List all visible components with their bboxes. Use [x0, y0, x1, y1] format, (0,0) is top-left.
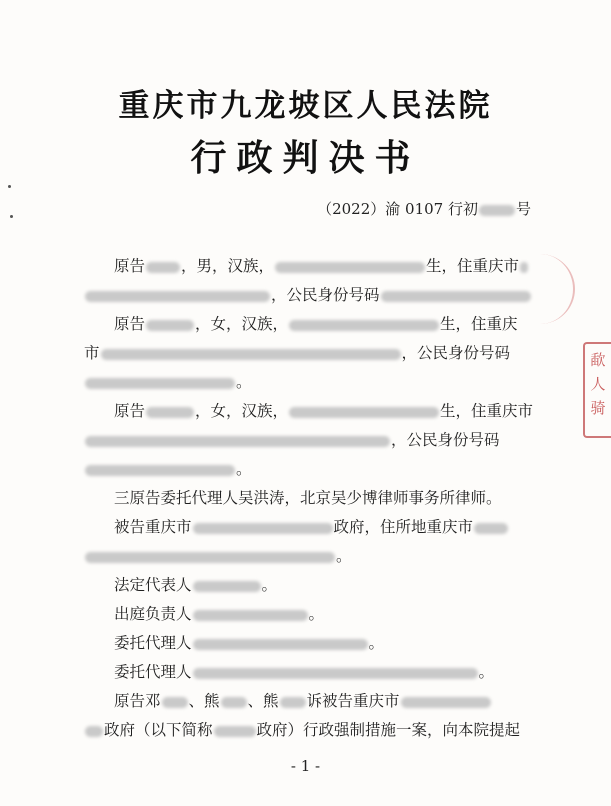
case-number-suffix: 号 [515, 200, 531, 218]
paragraph-line [114, 604, 534, 624]
text-run: 政府（以下简称 [104, 721, 213, 739]
text-run: 原告 [114, 257, 146, 275]
text-run: 被告重庆市 [114, 518, 192, 536]
paragraph-line [114, 662, 534, 682]
text-run: 原告 [114, 402, 146, 420]
page-number: - 1 - [290, 757, 321, 775]
redacted-text [85, 378, 235, 389]
text-run: ，公民身份号码 [391, 431, 500, 449]
text-run: 委托代理人 [114, 634, 192, 652]
redacted-text [275, 262, 425, 273]
redacted-text [401, 697, 491, 708]
text-run: 生，住重庆 [440, 315, 518, 333]
text-run: 。 [236, 373, 252, 391]
case-number-prefix: （2022）渝 0107 行初 [317, 200, 478, 218]
redacted-text [193, 639, 368, 650]
redacted-text [193, 581, 261, 592]
redacted-text [474, 523, 508, 534]
seal-char: 人 [590, 375, 606, 393]
redacted-text [85, 436, 390, 447]
case-number [317, 198, 531, 219]
paragraph-line [84, 430, 534, 450]
redacted-text [85, 726, 103, 737]
text-run: 出庭负责人 [114, 605, 192, 623]
redacted-text [221, 697, 247, 708]
seam-seal [583, 342, 611, 438]
redacted-text [85, 552, 335, 563]
paragraph-line [84, 459, 534, 479]
text-run: ，女，汉族， [195, 315, 289, 333]
document-title: 行政判决书 [190, 137, 421, 179]
paragraph-line [84, 372, 534, 392]
text-run: ，公民身份号码 [401, 344, 511, 362]
text-run: 。 [308, 605, 325, 623]
court-name: 重庆市九龙坡区人民法院 [118, 88, 493, 124]
text-run: ，女，汉族， [195, 402, 289, 420]
paragraph-line [114, 401, 534, 421]
seal-char: 骑 [590, 399, 606, 417]
redacted-text [289, 320, 439, 331]
paragraph-line [114, 314, 534, 334]
paragraph-line [84, 720, 534, 740]
text-run: ，男，汉族， [181, 257, 275, 275]
paragraph-line [114, 488, 534, 508]
redacted-text [193, 668, 478, 679]
paragraph-line [114, 575, 534, 595]
redacted-text [146, 262, 180, 273]
paragraph-line [84, 343, 534, 363]
paragraph-line [114, 633, 534, 653]
redacted-text [146, 407, 194, 418]
redacted-text [214, 726, 256, 737]
redacted-text [381, 291, 531, 302]
text-run: 法定代表人 [114, 576, 192, 594]
text-run: 、熊 [247, 692, 279, 710]
redacted-text [85, 465, 235, 476]
paragraph-line [84, 546, 534, 566]
scan-speck [10, 215, 13, 218]
paragraph-line [114, 256, 534, 276]
redacted-text [146, 320, 194, 331]
text-run: 、熊 [188, 692, 220, 710]
text-run: 政府，住所地重庆市 [333, 518, 474, 536]
redacted-text [101, 349, 401, 360]
paragraph-line [114, 517, 534, 537]
redacted-text [280, 697, 306, 708]
text-run: 三原告委托代理人吴洪涛，北京吴少博律师事务所律师。 [114, 489, 502, 507]
redacted-text [162, 697, 188, 708]
paragraph-line [114, 691, 534, 711]
text-run: 。 [236, 460, 252, 478]
text-run: 原告邓 [114, 692, 161, 710]
redacted-text [193, 610, 308, 621]
text-run: 原告 [114, 315, 146, 333]
text-run: 政府）行政强制措施一案，向本院提起 [256, 721, 521, 739]
redacted-text [479, 205, 515, 216]
text-run: 。 [368, 634, 385, 652]
redacted-text [289, 407, 439, 418]
redacted-text [520, 262, 528, 273]
text-run: 。 [336, 547, 352, 565]
text-run: 。 [261, 576, 278, 594]
paragraph-line [84, 285, 534, 305]
text-run: 生，住重庆市 [426, 257, 520, 275]
scan-speck [8, 185, 11, 188]
text-run: 委托代理人 [114, 663, 192, 681]
seal-char: 歃 [590, 351, 606, 369]
text-run: 市 [84, 344, 100, 362]
redacted-text [193, 523, 333, 534]
text-run: 。 [478, 663, 495, 681]
text-run: 诉被告重庆市 [306, 692, 400, 710]
text-run: 生，住重庆市 [440, 402, 534, 420]
court-stamp-edge [533, 254, 575, 324]
text-run: ，公民身份号码 [271, 286, 380, 304]
redacted-text [85, 291, 270, 302]
